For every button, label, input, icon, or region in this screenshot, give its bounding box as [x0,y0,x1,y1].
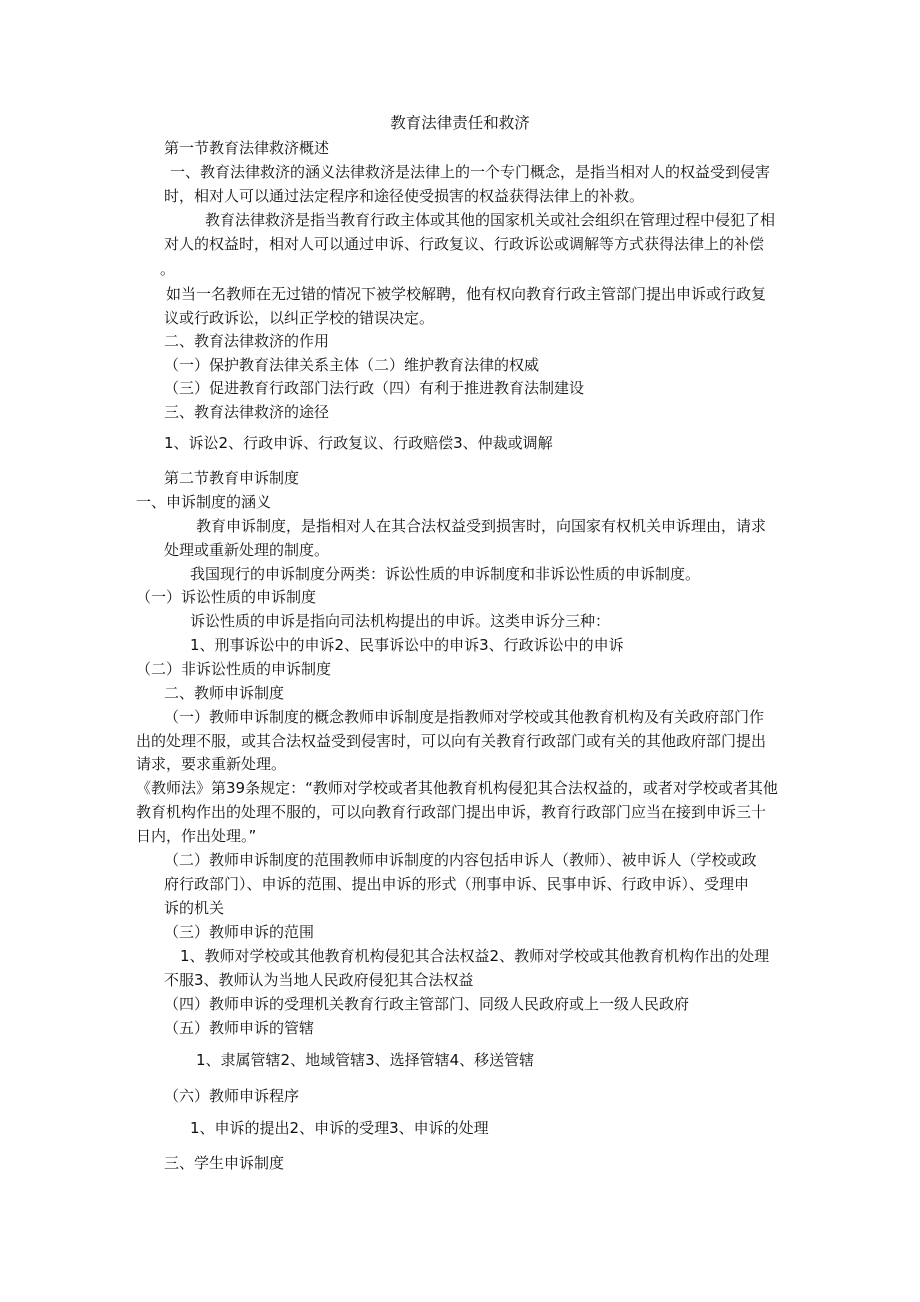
section-heading: （三）教师申诉的范围 [164,923,315,941]
paragraph-line: 出的处理不服，或其合法权益受到侵害时，可以向有关教育行政部门或有关的其他政府部门提出 [136,732,767,750]
section-heading: （五）教师申诉的管辖 [164,1019,315,1037]
paragraph-line: 请求，要求重新处理。 [136,755,287,773]
paragraph-line: 教育机构作出的处理不服的，可以向教育行政部门提出申诉，教育行政部门应当在接到申诉三十 [136,803,767,821]
paragraph-line: （一）教师申诉制度的概念教师申诉制度是指教师对学校或其他教育机构及有关政府部门作 [164,708,765,726]
paragraph-line: （一）保护教育法律关系主体（二）维护教育法律的权威 [164,356,540,374]
paragraph-line: 如当一名教师在无过错的情况下被学校解聘，他有权向教育行政主管部门提出申诉或行政复 [166,285,767,303]
paragraph-line: 处理或重新处理的制度。 [164,541,330,559]
paragraph-line: （四）教师申诉的受理机关教育行政主管部门、同级人民政府或上一级人民政府 [164,995,690,1013]
section-heading: 三、教育法律救济的途径 [164,403,330,421]
section-heading: （一）诉讼性质的申诉制度 [136,588,317,606]
paragraph-line: 我国现行的申诉制度分两类：诉讼性质的申诉制度和非诉讼性质的申诉制度。 [190,565,701,583]
paragraph-line: 诉的机关 [164,899,225,917]
section-heading: 三、学生申诉制度 [164,1154,285,1172]
paragraph-line: 1、教师对学校或其他教育机构侵犯其合法权益2、教师对学校或其他教育机构作出的处理 [180,947,770,965]
paragraph-line: 诉讼性质的申诉是指向司法机构提出的申诉。这类申诉分三种： [190,612,611,630]
section-heading: 二、教育法律救济的作用 [164,332,330,350]
document-title: 教育法律责任和救济 [390,114,530,132]
paragraph-line: 对人的权益时，相对人可以通过申诉、行政复议、行政诉讼或调解等方式获得法律上的补偿 [164,235,765,253]
paragraph-line: 一、教育法律救济的涵义法律救济是法律上的一个专门概念，是指当相对人的权益受到侵害 [170,163,771,181]
paragraph-line: 不服3、教师认为当地人民政府侵犯其合法权益 [164,971,474,989]
section-heading: 一、申诉制度的涵义 [136,493,272,511]
section-heading: 第二节教育申诉制度 [164,469,300,487]
paragraph-line: 教育法律救济是指当教育行政主体或其他的国家机关或社会组织在管理过程中侵犯了相 [205,211,776,229]
paragraph-line: 日内，作出处理。” [136,827,257,845]
section-heading: （六）教师申诉程序 [164,1087,300,1105]
paragraph-line: 1、隶属管辖2、地域管辖3、选择管辖4、移送管辖 [196,1051,535,1069]
paragraph-line: （二）教师申诉制度的范围教师申诉制度的内容包括申诉人（教师）、被申诉人（学校或政 [164,851,757,869]
paragraph-line: （三）促进教育行政部门法行政（四）有利于推进教育法制建设 [164,379,585,397]
section-heading: 二、教师申诉制度 [164,684,285,702]
paragraph-line: 《教师法》第39条规定：“教师对学校或者其他教育机构侵犯其合法权益的，或者对学校或者其他 [136,779,778,797]
paragraph-line: 。 [160,260,176,278]
paragraph-line: 府行政部门）、申诉的范围、提出申诉的形式（刑事申诉、民事申诉、行政申诉）、受理申 [164,875,750,893]
paragraph-line: 1、刑事诉讼中的申诉2、民事诉讼中的申诉3、行政诉讼中的申诉 [190,636,624,654]
paragraph-line: 时，相对人可以通过法定程序和途径使受损害的权益获得法律上的补救。 [164,187,645,205]
section-heading: 第一节教育法律救济概述 [164,139,330,157]
paragraph-line: 1、诉讼2、行政申诉、行政复议、行政赔偿3、仲裁或调解 [164,434,553,452]
section-heading: （二）非诉讼性质的申诉制度 [136,660,332,678]
paragraph-line: 议或行政诉讼，以纠正学校的错误决定。 [164,309,435,327]
paragraph-line: 1、申诉的提出2、申诉的受理3、申诉的处理 [190,1119,489,1137]
paragraph-line: 教育申诉制度，是指相对人在其合法权益受到损害时，向国家有权机关申诉理由，请求 [196,517,767,535]
